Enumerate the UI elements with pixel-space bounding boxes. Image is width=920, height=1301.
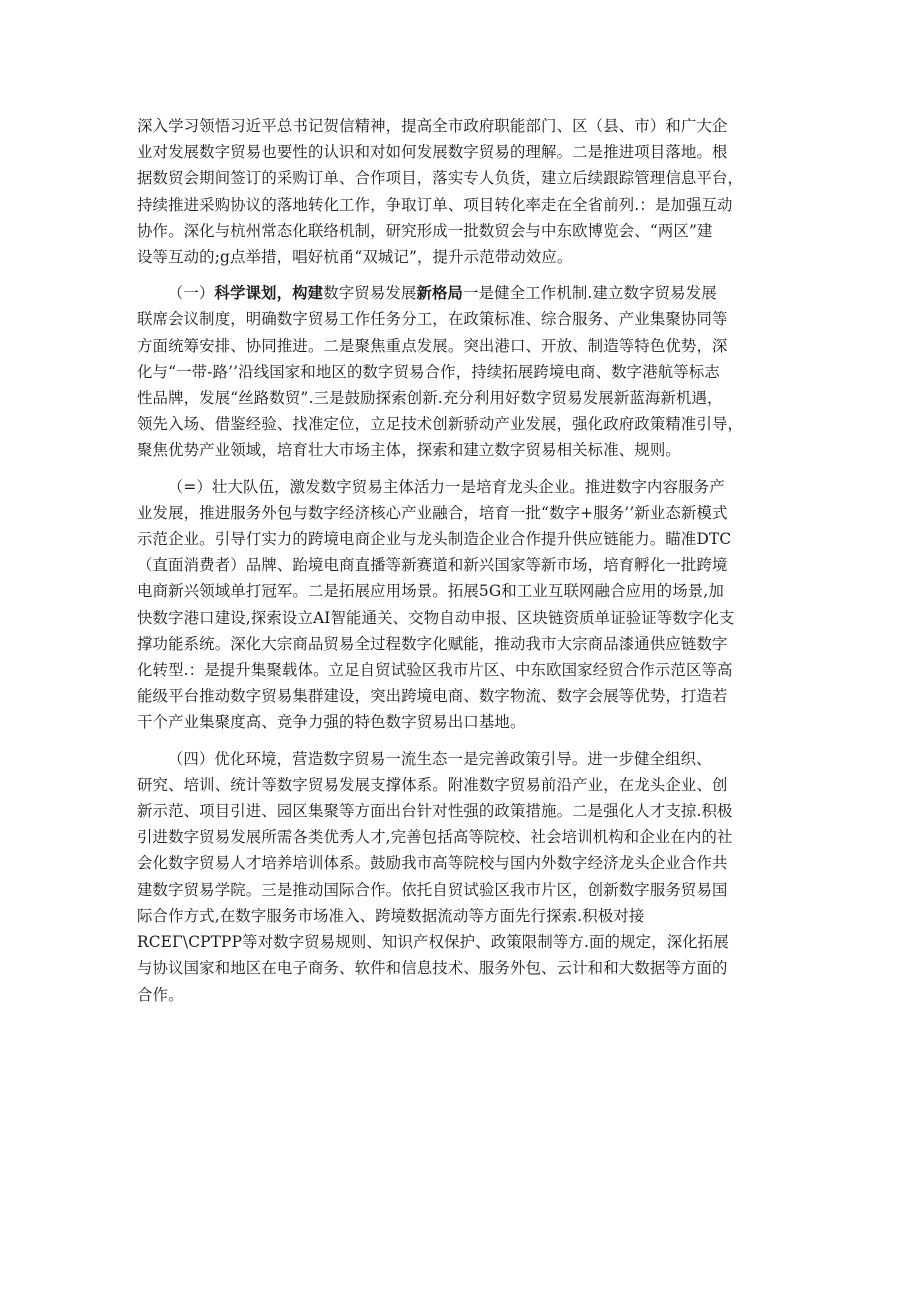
text-line: 持续推进采购协议的落地转化工作，争取订单、项目转化率走在全省前列.：是加强互动 bbox=[137, 195, 733, 214]
section-number: （一） bbox=[167, 284, 215, 303]
text-line: 方面统筹安排、协同推进。二是聚焦重点发展。突出港口、开放、制造等特色优势，深 bbox=[137, 336, 728, 355]
section-title-bold: 科学课划，构建 bbox=[214, 284, 324, 303]
text-line: 性品牌，发展“丝路数贸”.三是鼓励探索创新.充分利用好数字贸易发展新蓝海新机遇， bbox=[137, 389, 723, 408]
text-line: RCEΓ\CPTPP等对数字贸易规则、知识产权保护、政策限制等方.面的规定，深化拓展 bbox=[137, 933, 729, 952]
text-line: 示范企业。引导仃实力的跨境电商企业与龙头制造企业合作提升供应链能力。瞄准DTC bbox=[137, 530, 732, 549]
text-line: 协作。深化与杭州常态化联络机制，研究形成一批数贸会与中东欧博览会、“两区”建 bbox=[137, 221, 713, 240]
text-line: 快数字港口建设,探索设立AI智能通关、交物自动申报、区块链资质单证验证等数字化支 bbox=[137, 608, 735, 627]
section-heading-line bbox=[137, 280, 787, 306]
text-line: 据数贸会期间签订的采购订单、合作项目，落实专人负货，建立后续跟踪管理信息平台， bbox=[137, 169, 744, 188]
section-title-bold-2: 新格局 bbox=[416, 284, 464, 303]
text-line: 领先入场、借鉴经验、找准定位，立足技术创新骄动产业发展，强化政府政策精准引导， bbox=[137, 415, 744, 434]
text-line: 建数字贸易学院。三是推动国际合作。依托自贸试验区我市片区，创新数字服务贸易国 bbox=[137, 880, 728, 899]
text-line: 撑功能系统。深化大宗商品贸易全过程数字化赋能，推动我市大宗商品漆通供应链数字 bbox=[137, 634, 728, 653]
text-line: 深入学习领悟习近平总书记贺信精神，提高全市政府职能部门、区（县、市）和广大企 bbox=[137, 117, 728, 135]
text-line: 新示范、项目引进、园区集聚等方面出台针对性强的政策措施。二是强化人才支掠.积极 bbox=[137, 802, 733, 821]
text-line: 联席会议制度，明确数字贸易工作任务分工，在政策标准、综合服务、产业集聚协同等 bbox=[137, 310, 728, 329]
section-heading-line: （=）壮大队伍，激发数字贸易主体活力一是培育龙头企业。推进数字内容服务产 bbox=[167, 477, 725, 496]
paragraph-section-1 bbox=[137, 280, 787, 463]
text-line: 业对发展数字贸易也要性的认识和对如何发展数字贸易的理解。二是推进项目落地。根 bbox=[137, 143, 728, 162]
document-page bbox=[137, 113, 787, 1018]
text-line: 化与“一带-路’’沿线国家和地区的数字贸易合作，持续拓展跨境电商、数字港航等标志 bbox=[137, 362, 720, 381]
text-line: 业发展，推进服务外包与数字经济核心产业融合，培育一批“数字+服务’’新业态新模式 bbox=[137, 503, 728, 522]
text-line: 与协议国家和地区在电子商务、软件和信息技术、服务外包、云计和和大数据等方面的 bbox=[137, 959, 728, 978]
text-line: 干个产业集聚度高、竞争力强的特色数字贸易出口基地。 bbox=[137, 713, 526, 732]
text-line: 合作。 bbox=[137, 985, 184, 1004]
text-line: 能级平台推动数字贸易集群建设，突出跨境电商、数字物流、数字会展等优势，打造若 bbox=[137, 687, 728, 706]
text-line: 会化数字贸易人才培养培训体系。鼓励我市高等院校与国内外数字经济龙头企业合作共 bbox=[137, 854, 728, 873]
section-first-line-rest: 一是健全工作机制.建立数字贸易发展 bbox=[463, 284, 717, 303]
paragraph-intro bbox=[137, 113, 787, 270]
text-line: 设等互动的;g点举措，唱好杭甬“双城记”，提升示范带动效应。 bbox=[137, 248, 573, 267]
text-line: 际合作方式,在数字服务市场准入、跨境数据流动等方面先行探索.积极对接 bbox=[137, 906, 645, 925]
paragraph-section-2 bbox=[137, 474, 787, 736]
text-line: 电商新兴领域单打冠军。二是拓展应用场景。拓展5G和工业互联网融合应用的场景,加 bbox=[137, 582, 724, 601]
section-title-text: 数字贸易发展 bbox=[323, 284, 417, 303]
section-heading-line: （四）优化环境，营造数字贸易一流生态一是完善政策引导。进一步健全组织、 bbox=[167, 749, 712, 768]
text-line: 引进数字贸易发展所需各类优秀人才,完善包括高等院校、社会培训机构和企业在内的社 bbox=[137, 828, 733, 847]
text-line: 研究、培训、统计等数字贸易发展支撑体系。附准数字贸易前沿产业，在龙头企业、创 bbox=[137, 775, 728, 794]
paragraph-section-4 bbox=[137, 746, 787, 1008]
text-line: 聚焦优势产业领域，培育壮大市场主体，探索和建立数字贸易相关标准、规则。 bbox=[137, 441, 681, 460]
text-line: 化转型.：是提升集聚载体。立足自贸试验区我市片区、中东欧国家经贸合作示范区等高 bbox=[137, 661, 733, 680]
text-line: （直面消费者）品牌、跆境电商直播等新赛道和新兴国家等新市场，培育孵化一批跨境 bbox=[137, 556, 728, 575]
